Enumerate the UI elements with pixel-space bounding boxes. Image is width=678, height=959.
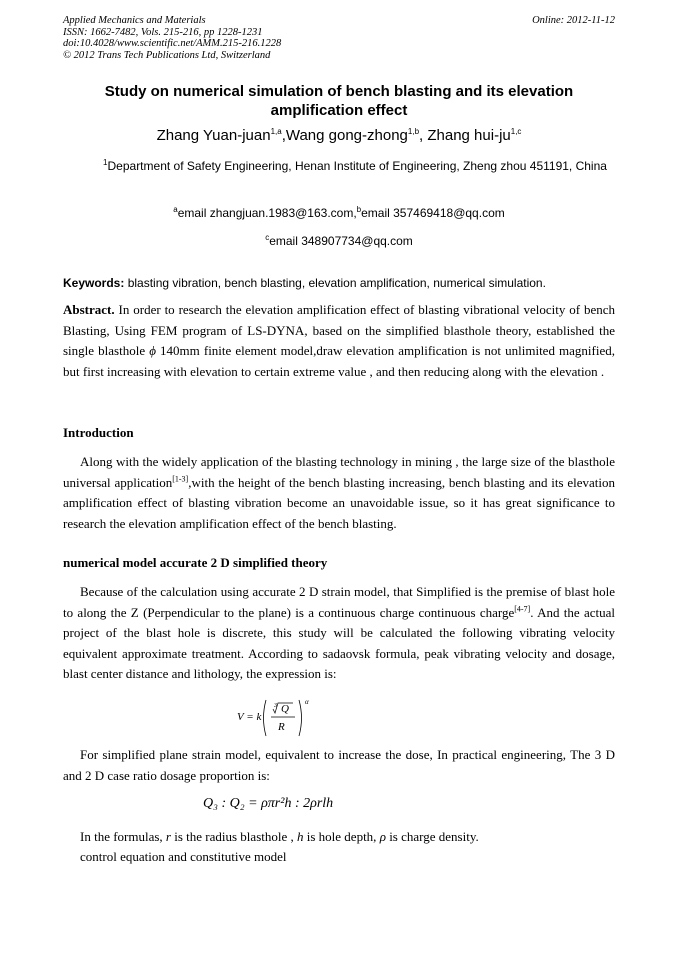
author-sup: 1,a (270, 127, 282, 136)
copyright-line: © 2012 Trans Tech Publications Ltd, Switzerland (63, 49, 271, 61)
formula-svg (237, 696, 327, 740)
author-sup: 1,c (510, 127, 522, 136)
affiliation (95, 156, 615, 177)
keywords-text: blasting vibration, bench blasting, elevation amplification, numerical simulation. (127, 276, 546, 290)
root-index: 3 (274, 703, 277, 709)
online-date: Online: 2012-11-12 (532, 15, 615, 26)
issn-line: ISSN: 1662-7482, Vols. 215-216, pp 1228-1231 (63, 26, 263, 38)
journal-header (63, 15, 281, 61)
subsection-line: control equation and constitutive model (80, 849, 287, 864)
intro-paragraph: Along with the widely application of the blasting technology in mining , the large size of the blasthole universal application[1-3],with the height of the bench blasting increasing, bench blasting and its elevation amplification effect of blasting vibration become an unavoidable issue, so it has great significance to research the elevation amplification effect of the bench blasting. (63, 454, 615, 531)
author-name: Wang gong-zhong (285, 127, 408, 144)
paper-title: Study on numerical simulation of bench blasting and its elevation amplification effect (104, 83, 574, 119)
author-name: Zhang hui-ju (427, 127, 511, 144)
exponent: α (305, 698, 309, 706)
abstract-label: Abstract. (63, 302, 115, 317)
email-line-1: $^a$email zhangjuan.1983@163.com,$^b$email 357469418@qq.com (173, 205, 505, 220)
formula-lhs: V = k (237, 711, 262, 723)
author-list: Zhang Yuan-juan$^{1,a}$,Wang gong-zhong$^{1,b}$, Zhang hui-ju$^{1,c}$ (156, 127, 522, 144)
numerator: Q (281, 703, 289, 715)
where-line: In the formulas, r is the radius blasthole , h is hole depth, ρ is charge density. (80, 829, 479, 844)
keywords (63, 276, 615, 290)
doi-line: doi:10.4028/www.scientific.net/AMM.215-216.1228 (63, 38, 282, 49)
author-sup: 1,b (407, 127, 420, 136)
email-line-2: $^c$email 348907734@qq.com (265, 233, 413, 248)
phi-symbol: ϕ (149, 343, 156, 359)
email-a: email zhangjuan.1983@163.com, (177, 206, 357, 220)
denominator: R (278, 721, 285, 733)
email-c: email 348907734@qq.com (269, 234, 413, 248)
journal-name: Applied Mechanics and Materials (63, 15, 206, 26)
affiliation-text: Department of Safety Engineering, Henan Institute of Engineering, Zheng zhou 451191, China (107, 159, 607, 173)
affiliation-sup: 1 (103, 158, 108, 167)
section-paragraph-2: For simplified plane strain model, equivalent to increase the dose, In practical engineering, The 3 D and 2 D case ratio dosage proportion is: (63, 747, 615, 783)
abstract-text-1: In order to research the elevation amplification effect of blasting vibrational velocity of bench Blasting, Using FEM program of LS-DYNA, based on the simplified blasthole theory, established the single blasthole (63, 302, 615, 359)
section-paragraph: Because of the calculation using accurate 2 D strain model, that Simplified is the premise of blast hole to along the Z (Perpendicular to the plane) is a continuous charge continuous charge[4-7]. And the actual project of the blast hole is discrete, this study will be calculated the following vibrating velocity equivalent approximate treatment. According to sadaovsk formula, peak vibrating velocity and dosage, blast center distance and lithology, the expression is: (63, 584, 615, 682)
dosage-formula: Q₃ : Q₂ = ρπr²h : 2ρrlh (203, 796, 334, 811)
sadaovsk-formula (237, 696, 327, 743)
citation: [1-3] (172, 474, 189, 484)
intro-heading: Introduction (63, 425, 134, 440)
abstract (63, 300, 615, 382)
section-heading: numerical model accurate 2 D simplified theory (63, 555, 328, 570)
abstract-text-2: 140mm finite element model,draw elevation amplification is not unlimited magnified, but first increasing with elevation to certain extreme value , and then reducing along with the elevation . (63, 343, 616, 379)
citation: [4-7] (514, 604, 531, 614)
author-name: Zhang Yuan-juan (156, 127, 271, 144)
keywords-label: Keywords: (63, 276, 125, 290)
email-b: email 357469418@qq.com (361, 206, 505, 220)
